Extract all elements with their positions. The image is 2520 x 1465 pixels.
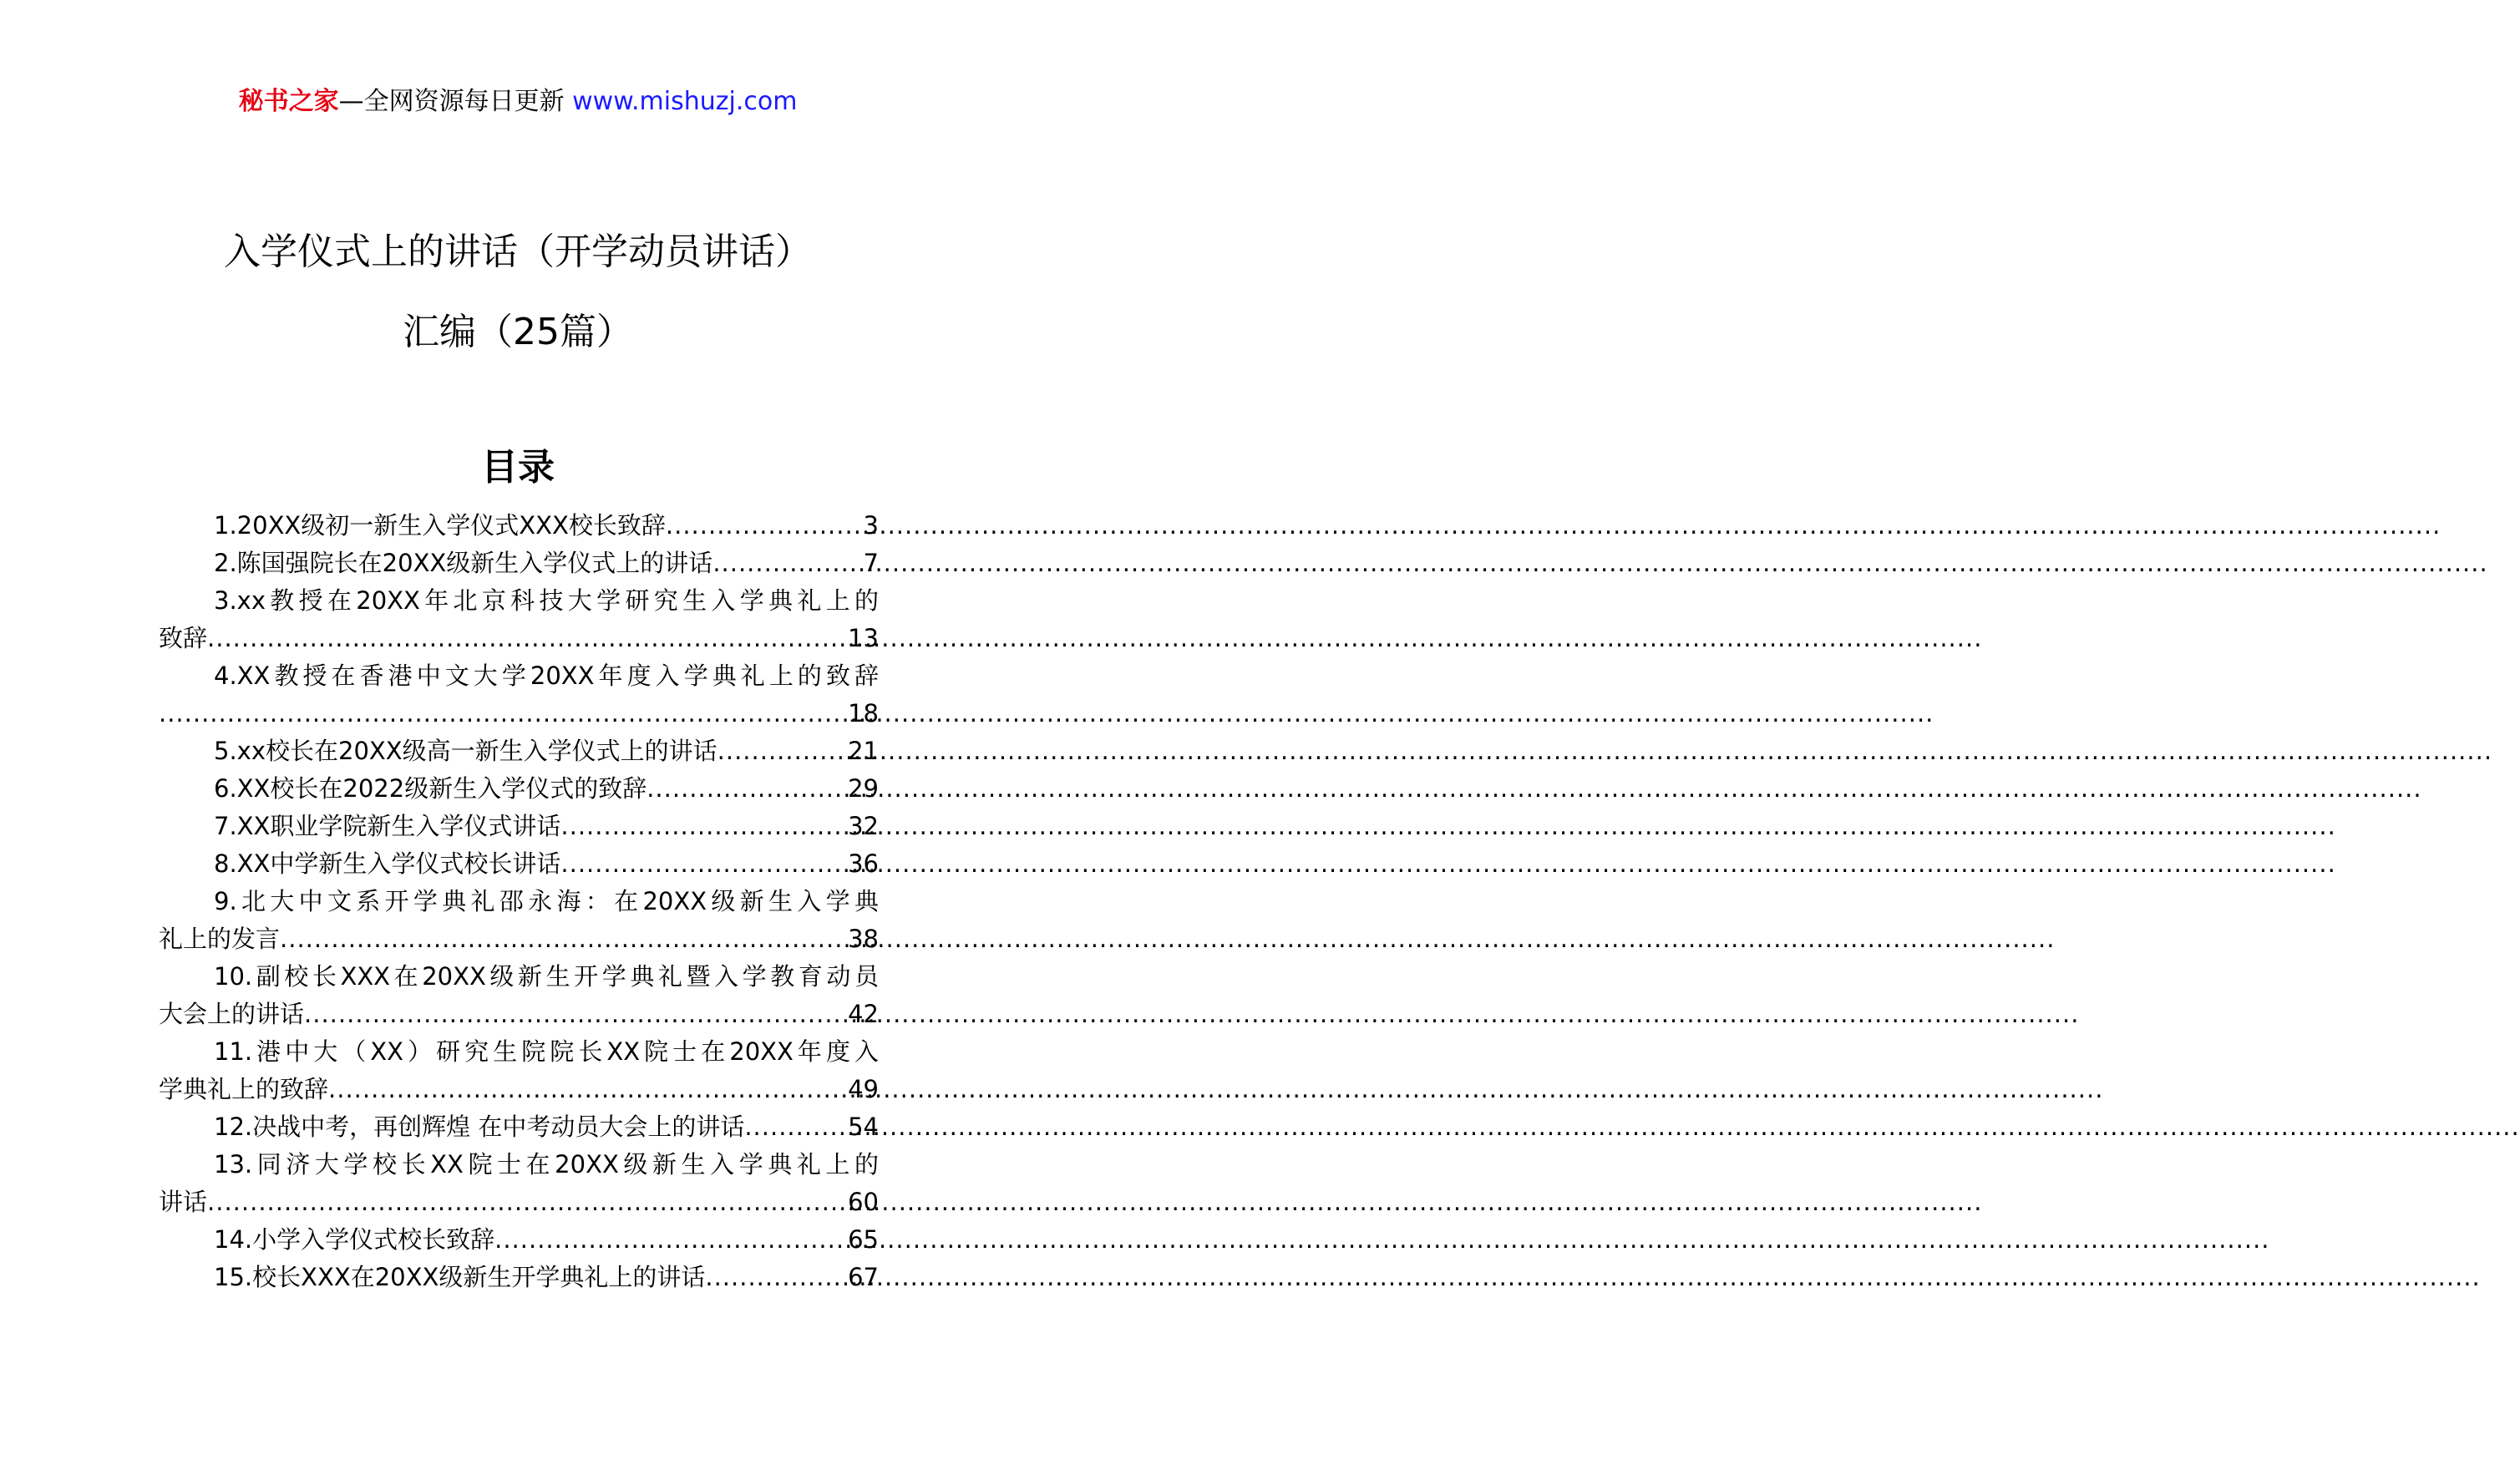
- toc-page-number: 7: [863, 549, 879, 577]
- toc-entry-title: 5.xx校长在20XX级高一新生入学仪式上的讲话: [214, 737, 717, 765]
- page-header: [0, 84, 1036, 120]
- toc-entry-title: 10.副校长XXX在20XX级新生开学典礼暨入学教育动员: [214, 962, 879, 991]
- toc-dot-leader: [328, 1071, 846, 1108]
- toc-page-number: 42: [848, 1000, 879, 1028]
- toc-page-number: 32: [848, 812, 879, 840]
- toc-page-number: 67: [848, 1263, 879, 1291]
- toc-entry-title-continued: 礼上的发言: [159, 925, 281, 953]
- toc-page-number: 65: [848, 1225, 879, 1254]
- toc-entry-title: 12.决战中考，再创辉煌 在中考动员大会上的讲话: [214, 1113, 745, 1141]
- toc-dot-leader: [744, 1108, 846, 1146]
- toc-page-number: 49: [848, 1075, 879, 1103]
- toc-page-number: 60: [848, 1188, 879, 1216]
- toc-entry[interactable]: [159, 845, 879, 883]
- toc-entry-title: 7.XX职业学院新生入学仪式讲话: [214, 812, 561, 840]
- toc-dot-leader: [494, 1221, 846, 1259]
- toc-page-number: 13: [848, 624, 879, 652]
- toc-page-number: 38: [848, 925, 879, 953]
- toc-entry[interactable]: [159, 958, 879, 1033]
- toc-dot-leader: [560, 845, 846, 883]
- toc-entry[interactable]: [159, 582, 879, 657]
- toc-dot-leader: [159, 695, 846, 732]
- toc-dot-leader: [705, 1259, 846, 1296]
- document-page: [0, 0, 1036, 1465]
- toc-dot-leader: [717, 732, 846, 770]
- toc-dot-leader: [560, 808, 846, 845]
- toc-entry-title-continued: 大会上的讲话: [159, 1000, 305, 1028]
- toc-entry[interactable]: [159, 1108, 879, 1146]
- toc-entry-title: 14.小学入学仪式校长致辞: [214, 1225, 495, 1254]
- table-of-contents: [159, 507, 879, 1296]
- toc-entry[interactable]: [159, 732, 879, 770]
- document-title-line-2: 汇编（25篇）: [403, 311, 633, 353]
- toc-entry[interactable]: [159, 657, 879, 732]
- toc-dot-leader: [304, 996, 846, 1033]
- toc-dot-leader: [712, 545, 861, 582]
- toc-dot-leader: [666, 507, 862, 545]
- toc-entry[interactable]: [159, 1146, 879, 1221]
- brand-name: 秘书之家: [238, 87, 339, 116]
- website-link[interactable]: www.mishuzj.com: [572, 87, 798, 116]
- toc-dot-leader: [280, 920, 846, 958]
- toc-entry[interactable]: [159, 1221, 879, 1259]
- toc-entry[interactable]: [159, 808, 879, 845]
- toc-entry-title: 15.校长XXX在20XX级新生开学典礼上的讲话: [214, 1263, 706, 1291]
- toc-entry-title: 2.陈国强院长在20XX级新生入学仪式上的讲话: [214, 549, 713, 577]
- toc-entry-title: 9.北大中文系开学典礼邵永海：在20XX级新生入学典: [214, 887, 879, 915]
- toc-entry[interactable]: [159, 1259, 879, 1296]
- toc-page-number: 54: [848, 1113, 879, 1141]
- toc-entry[interactable]: [159, 883, 879, 958]
- toc-dot-leader: [207, 620, 846, 657]
- toc-dot-leader: [207, 1184, 846, 1221]
- toc-entry[interactable]: [159, 1033, 879, 1108]
- toc-page-number: 36: [848, 849, 879, 878]
- toc-page-number: 18: [848, 699, 879, 727]
- toc-entry-title: 11.港中大（XX）研究生院院长XX院士在20XX年度入: [214, 1037, 879, 1066]
- toc-entry-title: 1.20XX级初一新生入学仪式XXX校长致辞: [214, 511, 666, 540]
- toc-entry[interactable]: [159, 507, 879, 545]
- toc-page-number: 21: [848, 737, 879, 765]
- toc-entry[interactable]: [159, 545, 879, 582]
- toc-entry[interactable]: [159, 770, 879, 808]
- toc-entry-title: 4.XX教授在香港中文大学20XX年度入学典礼上的致辞: [214, 662, 879, 690]
- toc-page-number: 3: [863, 511, 879, 540]
- document-title-line-1: 入学仪式上的讲话（开学动员讲话）: [224, 231, 812, 273]
- toc-entry-title: 8.XX中学新生入学仪式校长讲话: [214, 849, 561, 878]
- toc-entry-title-continued: 学典礼上的致辞: [159, 1075, 329, 1103]
- toc-page-number: 29: [848, 774, 879, 803]
- toc-dot-leader: [646, 770, 846, 808]
- toc-entry-title: 3.xx教授在20XX年北京科技大学研究生入学典礼上的: [214, 586, 879, 615]
- header-tagline: —全网资源每日更新: [338, 87, 565, 116]
- toc-entry-title-continued: 致辞: [159, 624, 208, 652]
- toc-entry-title-continued: 讲话: [159, 1188, 208, 1216]
- toc-heading: 目录: [481, 446, 555, 489]
- toc-entry-title: 13.同济大学校长XX院士在20XX级新生入学典礼上的: [214, 1150, 879, 1179]
- toc-entry-title: 6.XX校长在2022级新生入学仪式的致辞: [214, 774, 647, 803]
